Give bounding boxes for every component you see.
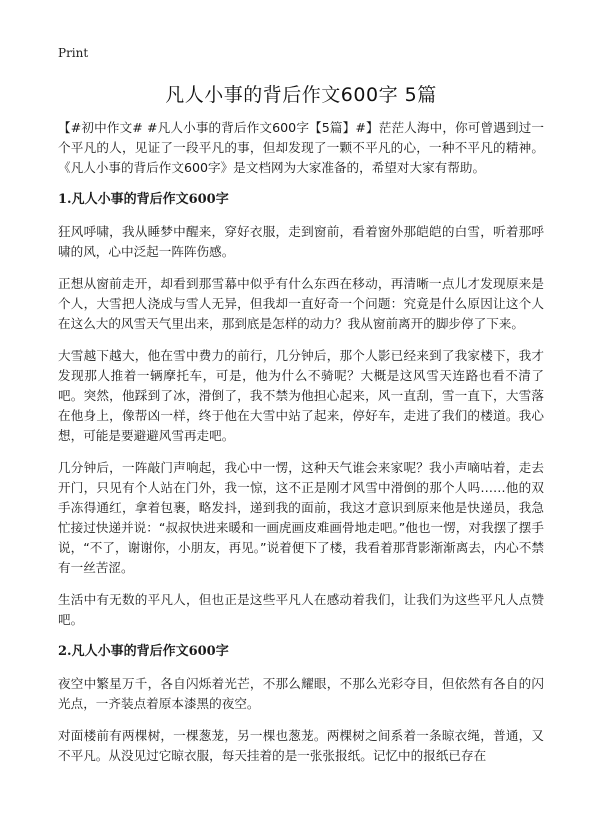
section-1-paragraph-2: 正想从窗前走开，却看到那雪幕中似乎有什么东西在移动，再清晰一点儿才发现原来是个人，大雪把人浇成与雪人无异，但我却一直好奇一个问题：究竟是什么原因让这个人在这么大的风雪天气里出来，那到底是怎样的动力？我从窗前离开的脚步停了下来。: [58, 276, 544, 331]
section-1-paragraph-4: 几分钟后，一阵敲门声响起，我心中一愣，这种天气谁会来家呢？我小声嘀咕着，走去开门，只见有个人站在门外，我一惊，这不正是刚才风雪中滑倒的那个人吗……他的双手冻得通红，拿着包裹，略发抖，递到我的面前，我这才意识到原来他是快递员，我急忙接过快递并说：“叔叔快进来暖和一画虎画皮难画骨地走吧。”他也一愣，对我摆了摆手说，“不了，谢谢你，小朋友，再见。”说着便下了楼，我看着那背影渐渐离去，内心不禁有一丝苦涩。: [58, 460, 544, 575]
print-label[interactable]: Print: [58, 46, 89, 60]
section-2-paragraph-1: 夜空中繁星万千，各自闪烁着光芒，不那么耀眼，不那么光彩夺目，但依然有各自的闪光点，一齐装点着原本漆黑的夜空。: [58, 676, 544, 711]
section-1-paragraph-5: 生活中有无数的平凡人，但也正是这些平凡人在感动着我们，让我们为这些平凡人点赞吧。: [58, 592, 544, 627]
section-heading-2: 2.凡人小事的背后作文600字: [58, 644, 229, 659]
section-1-paragraph-1: 狂风呼啸，我从睡梦中醒来，穿好衣服，走到窗前，看着窗外那皑皑的白雪，听着那呼啸的风，心中泛起一阵阵伤感。: [58, 224, 544, 259]
article-content: [58, 118, 544, 778]
section-heading-1: 1.凡人小事的背后作文600字: [58, 192, 229, 207]
section-2-paragraph-2: 对面楼前有两棵树，一棵葱茏，另一棵也葱茏。两棵树之间系着一条晾衣绳，普通，又不平凡。从没见过它晾衣服，每天挂着的是一张张报纸。记忆中的报纸已存在: [58, 728, 544, 763]
page-title: 凡人小事的背后作文600字 5篇: [165, 84, 437, 106]
intro-paragraph: 【#初中作文# #凡人小事的背后作文600字【5篇】#】茫茫人海中，你可曾遇到过一个平凡的人，见证了一段平凡的事，但却发现了一颗不平凡的心，一种不平凡的精神。《凡人小事的背后作文600字》是文档网为大家准备的，希望对大家有帮助。: [58, 120, 544, 175]
section-1-paragraph-3: 大雪越下越大，他在雪中费力的前行，几分钟后，那个人影已经来到了我家楼下，我才发现那人推着一辆摩托车，可是，他为什么不骑呢？大概是这风雪天连路也看不清了吧。突然，他踩到了冰，滑倒了，我不禁为他担心起来，风一直刮，雪一直下，大雪落在他身上，像帮凶一样，终于他在大雪中站了起来，停好车，走进了我们的楼道。我心想，可能是要避避风雪再走吧。: [58, 348, 544, 443]
